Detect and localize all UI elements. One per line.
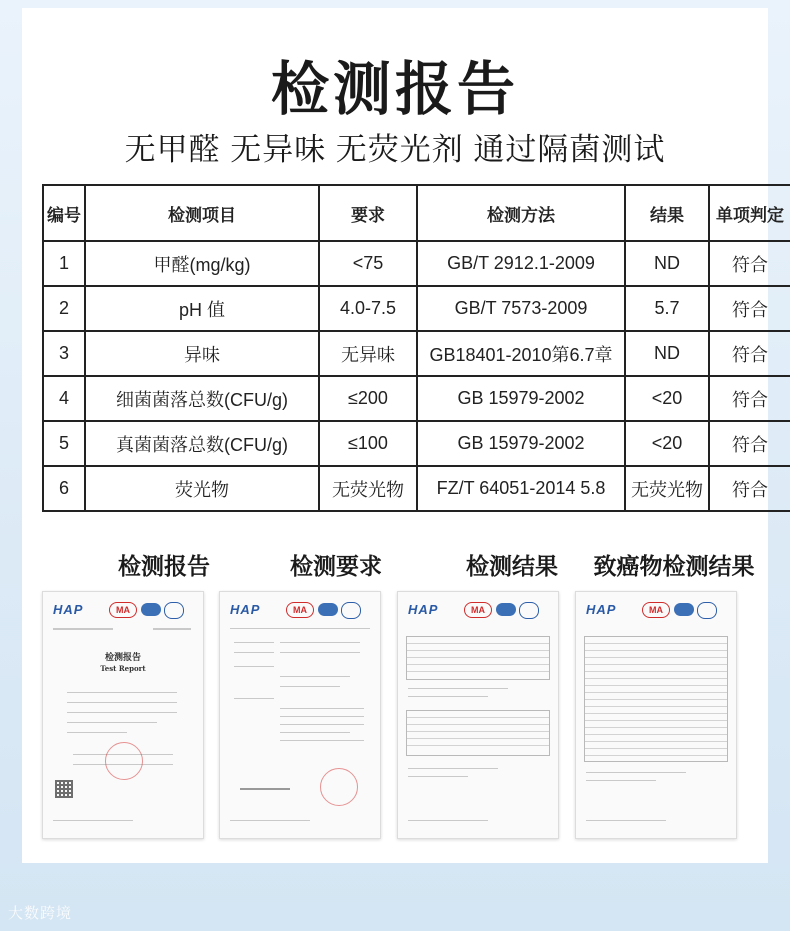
table-cell: 4.0-7.5: [319, 286, 417, 331]
table-row: [43, 421, 790, 466]
ma-logo: MA: [286, 602, 314, 618]
table-cell: ND: [625, 331, 709, 376]
cnas-logo: [519, 602, 539, 619]
report-thumbnail-cover: [42, 591, 204, 839]
cnas-logo: [164, 602, 184, 619]
ma-logo: MA: [642, 602, 670, 618]
table-cell: 符合: [709, 466, 790, 511]
qr-code: [55, 780, 73, 798]
table-row: [43, 466, 790, 511]
table-cell: GB 15979-2002: [417, 376, 625, 421]
table-cell: ≤200: [319, 376, 417, 421]
doc-title-cn: 检测报告: [104, 653, 141, 663]
red-stamp: [105, 742, 143, 780]
table-cell: 细菌菌落总数(CFU/g): [85, 376, 319, 421]
hap-logo: HAP: [408, 602, 439, 617]
table-cell: 真菌菌落总数(CFU/g): [85, 421, 319, 466]
hap-logo: HAP: [230, 602, 261, 617]
table-row: [43, 331, 790, 376]
table-cell: <75: [319, 241, 417, 286]
red-stamp: [320, 768, 358, 806]
header-cell: 检测项目: [85, 185, 319, 241]
watermark-text: 大数跨境: [8, 905, 73, 922]
table-row: [43, 241, 790, 286]
table-cell: 5.7: [625, 286, 709, 331]
table-cell: 符合: [709, 241, 790, 286]
ma-logo: MA: [464, 602, 492, 618]
hap-logo: HAP: [586, 602, 617, 617]
section-title-report: 检测报告: [118, 553, 210, 579]
table-cell: 3: [43, 331, 85, 376]
test-results-table: [42, 184, 790, 512]
ilac-logo: [674, 603, 694, 616]
header-cell: 要求: [319, 185, 417, 241]
doc-logo-bar: [404, 600, 552, 624]
table-cell: 无荧光物: [625, 466, 709, 511]
ma-logo: MA: [109, 602, 137, 618]
table-cell: 符合: [709, 331, 790, 376]
cnas-logo: [697, 602, 717, 619]
ilac-logo: [141, 603, 161, 616]
section-title-carcinogen: 致癌物检测结果: [593, 553, 755, 579]
hap-logo: HAP: [53, 602, 84, 617]
table-row: [43, 376, 790, 421]
table-cell: 无异味: [319, 331, 417, 376]
table-cell: 4: [43, 376, 85, 421]
table-header-row: [43, 185, 790, 241]
doc-logo-bar: [582, 600, 730, 624]
table-cell: pH 值: [85, 286, 319, 331]
header-cell: 编号: [43, 185, 85, 241]
table-row: [43, 286, 790, 331]
section-titles: [22, 548, 768, 588]
ilac-logo: [318, 603, 338, 616]
report-card: [22, 8, 784, 863]
doc-title-en: Test Report: [100, 664, 146, 673]
table-cell: 5: [43, 421, 85, 466]
table-cell: 甲醛(mg/kg): [85, 241, 319, 286]
table-cell: ≤100: [319, 421, 417, 466]
doc-logo-bar: [226, 600, 374, 624]
report-thumbnail-results: [397, 591, 559, 839]
table-cell: 1: [43, 241, 85, 286]
header-cell: 检测方法: [417, 185, 625, 241]
cnas-logo: [341, 602, 361, 619]
table-cell: GB/T 2912.1-2009: [417, 241, 625, 286]
table-cell: GB 15979-2002: [417, 421, 625, 466]
table-cell: GB/T 7573-2009: [417, 286, 625, 331]
table-cell: GB18401-2010第6.7章: [417, 331, 625, 376]
page-title: 检测报告: [270, 57, 519, 122]
table-cell: 6: [43, 466, 85, 511]
header-cell: 单项判定: [709, 185, 790, 241]
report-thumbnail-requirements: [219, 591, 381, 839]
table-cell: 2: [43, 286, 85, 331]
page-subtitle: 无甲醛 无异味 无荧光剂 通过隔菌测试: [124, 132, 666, 167]
watermark: [8, 902, 72, 923]
section-title-requirements: 检测要求: [290, 553, 382, 579]
table-cell: 荧光物: [85, 466, 319, 511]
table-cell: 符合: [709, 376, 790, 421]
table-cell: FZ/T 64051-2014 5.8: [417, 466, 625, 511]
ilac-logo: [496, 603, 516, 616]
table-cell: 符合: [709, 286, 790, 331]
header-cell: 结果: [625, 185, 709, 241]
section-title-results: 检测结果: [466, 553, 558, 579]
report-thumbnail-carcinogen: [575, 591, 737, 839]
results-grid: [584, 636, 728, 762]
results-grid: [406, 636, 550, 680]
table-cell: <20: [625, 421, 709, 466]
table-cell: 异味: [85, 331, 319, 376]
results-grid: [406, 710, 550, 756]
doc-logo-bar: [49, 600, 197, 624]
table-cell: <20: [625, 376, 709, 421]
table-cell: ND: [625, 241, 709, 286]
table-cell: 符合: [709, 421, 790, 466]
table-cell: 无荧光物: [319, 466, 417, 511]
